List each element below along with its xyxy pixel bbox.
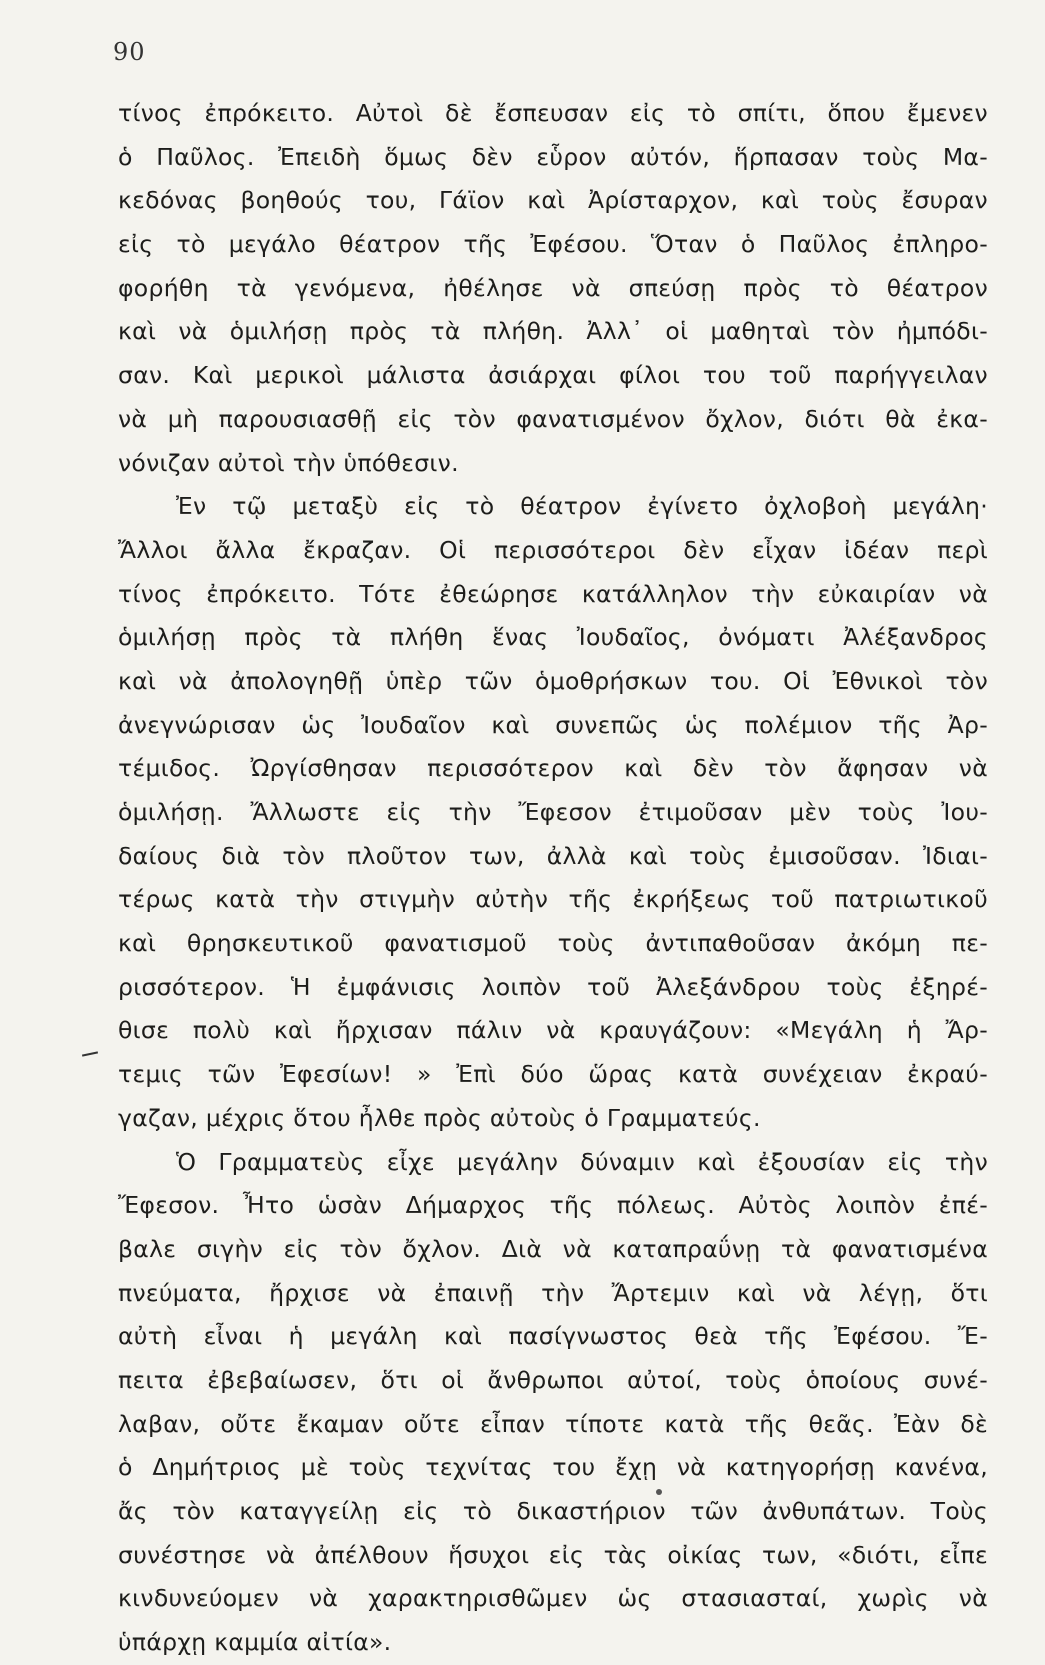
text-line: ὑπάρχῃ καμμία αἰτία». bbox=[118, 1628, 392, 1657]
text-line: ἄς τὸν καταγγείλῃ εἰς τὸ δικαστήριον τῶν ἀνθυπάτων. Τοὺς bbox=[118, 1497, 988, 1525]
text-line: αὐτὴ εἶναι ἡ μεγάλη καὶ πασίγνωστος θεὰ τῆς Ἐφέσου. Ἔ- bbox=[118, 1322, 988, 1351]
print-speck bbox=[656, 1489, 662, 1495]
text-line: Ἄλλοι ἄλλα ἔκραζαν. Οἱ περισσότεροι δὲν εἶχαν ἰδέαν περὶ bbox=[118, 535, 988, 564]
text-line: καὶ νὰ ἀπολογηθῇ ὑπὲρ τῶν ὁμοθρήσκων του. Οἱ Ἐθνικοὶ τὸν bbox=[118, 666, 988, 695]
text-line: καὶ νὰ ὁμιλήσῃ πρὸς τὰ πλήθη. Ἀλλ᾿ οἱ μαθηταὶ τὸν ἠμπόδι- bbox=[118, 317, 988, 346]
text-line: τέμιδος. Ὠργίσθησαν περισσότερον καὶ δὲν τὸν ἄφησαν νὰ bbox=[118, 754, 988, 783]
text-line: νὰ μὴ παρουσιασθῇ εἰς τὸν φανατισμένον ὄχλον, διότι θὰ ἐκα- bbox=[118, 404, 988, 433]
text-line: καὶ θρησκευτικοῦ φανατισμοῦ τοὺς ἀντιπαθοῦσαν ἀκόμη πε- bbox=[118, 929, 988, 958]
text-line: Ἐν τῷ μεταξὺ εἰς τὸ θέατρον ἐγίνετο ὀχλοβοὴ μεγάλη· bbox=[176, 492, 988, 521]
page-number: 90 bbox=[113, 38, 146, 66]
text-line: πειτα ἐβεβαίωσεν, ὅτι οἱ ἄνθρωποι αὐτοί, τοὺς ὁποίους συνέ- bbox=[118, 1365, 988, 1394]
text-line: Ὁ Γραμματεὺς εἶχε μεγάλην δύναμιν καὶ ἐξουσίαν εἰς τὴν bbox=[176, 1147, 988, 1176]
text-line: θισε πολὺ καὶ ἤρχισαν πάλιν νὰ κραυγάζουν: «Μεγάλη ἡ Ἄρ- bbox=[118, 1016, 988, 1045]
text-line: τίνος ἐπρόκειτο. Αὐτοὶ δὲ ἔσπευσαν εἰς τὸ σπίτι, ὅπου ἔμενεν bbox=[118, 99, 988, 127]
text-line: ὁμιλήσῃ πρὸς τὰ πλήθη ἕνας Ἰουδαῖος, ὀνόματι Ἀλέξανδρος bbox=[118, 623, 988, 652]
text-line: πνεύματα, ἤρχισε νὰ ἐπαινῇ τὴν Ἄρτεμιν καὶ νὰ λέγῃ, ὅτι bbox=[118, 1278, 988, 1307]
text-line: ὁ Παῦλος. Ἐπειδὴ ὅμως δὲν εὗρον αὐτόν, ἥρπασαν τοὺς Μα- bbox=[118, 142, 988, 171]
margin-mark bbox=[82, 1051, 98, 1056]
text-line: τεμις τῶν Ἐφεσίων! » Ἐπὶ δύο ὥρας κατὰ συνέχειαν ἐκραύ- bbox=[118, 1060, 988, 1089]
text-line: κεδόνας βοηθούς του, Γάϊον καὶ Ἀρίσταρχον, καὶ τοὺς ἔσυραν bbox=[118, 186, 988, 215]
text-line: εἰς τὸ μεγάλο θέατρον τῆς Ἐφέσου. Ὅταν ὁ Παῦλος ἐπληρο- bbox=[118, 230, 988, 259]
text-line: φορήθη τὰ γενόμενα, ἠθέλησε νὰ σπεύσῃ πρὸς τὸ θέατρον bbox=[118, 273, 988, 302]
text-line: τίνος ἐπρόκειτο. Τότε ἐθεώρησε κατάλληλον τὴν εὐκαιρίαν νὰ bbox=[118, 579, 988, 608]
text-line: γαζαν, μέχρις ὅτου ἦλθε πρὸς αὐτοὺς ὁ Γραμματεύς. bbox=[118, 1103, 761, 1132]
text-line: ὁ Δημήτριος μὲ τοὺς τεχνίτας του ἔχῃ νὰ κατηγορήσῃ κανένα, bbox=[118, 1453, 988, 1482]
body-text bbox=[118, 92, 988, 1665]
text-line: συνέστησε νὰ ἀπέλθουν ἥσυχοι εἰς τὰς οἰκίας των, «διότι, εἶπε bbox=[118, 1540, 988, 1569]
text-line: δαίους διὰ τὸν πλοῦτον των, ἀλλὰ καὶ τοὺς ἐμισοῦσαν. Ἰδιαι- bbox=[118, 841, 988, 870]
text-line: σαν. Καὶ μερικοὶ μάλιστα ἀσιάρχαι φίλοι του τοῦ παρήγγειλαν bbox=[118, 361, 988, 390]
text-line: νόνιζαν αὐτοὶ τὴν ὑπόθεσιν. bbox=[118, 448, 459, 477]
text-line: ὁμιλήσῃ. Ἄλλωστε εἰς τὴν Ἔφεσον ἐτιμοῦσαν μὲν τοὺς Ἰου- bbox=[118, 798, 988, 826]
text-line: τέρως κατὰ τὴν στιγμὴν αὐτὴν τῆς ἐκρήξεως τοῦ πατριωτικοῦ bbox=[118, 885, 988, 914]
text-line: ἀνεγνώρισαν ὡς Ἰουδαῖον καὶ συνεπῶς ὡς πολέμιον τῆς Ἀρ- bbox=[118, 710, 988, 739]
text-line: Ἔφεσον. Ἦτο ὡσὰν Δήμαρχος τῆς πόλεως. Αὐτὸς λοιπὸν ἐπέ- bbox=[118, 1191, 988, 1220]
text-line: λαβαν, οὔτε ἔκαμαν οὔτε εἶπαν τίποτε κατὰ τῆς θεᾶς. Ἐὰν δὲ bbox=[118, 1409, 988, 1438]
text-line: ρισσότερον. Ἡ ἐμφάνισις λοιπὸν τοῦ Ἀλεξάνδρου τοὺς ἐξηρέ- bbox=[118, 972, 988, 1001]
text-line: κινδυνεύομεν νὰ χαρακτηρισθῶμεν ὡς στασιασταί, χωρὶς νὰ bbox=[118, 1584, 988, 1613]
text-line: βαλε σιγὴν εἰς τὸν ὄχλον. Διὰ νὰ καταπραΰνῃ τὰ φανατισμένα bbox=[118, 1234, 988, 1263]
